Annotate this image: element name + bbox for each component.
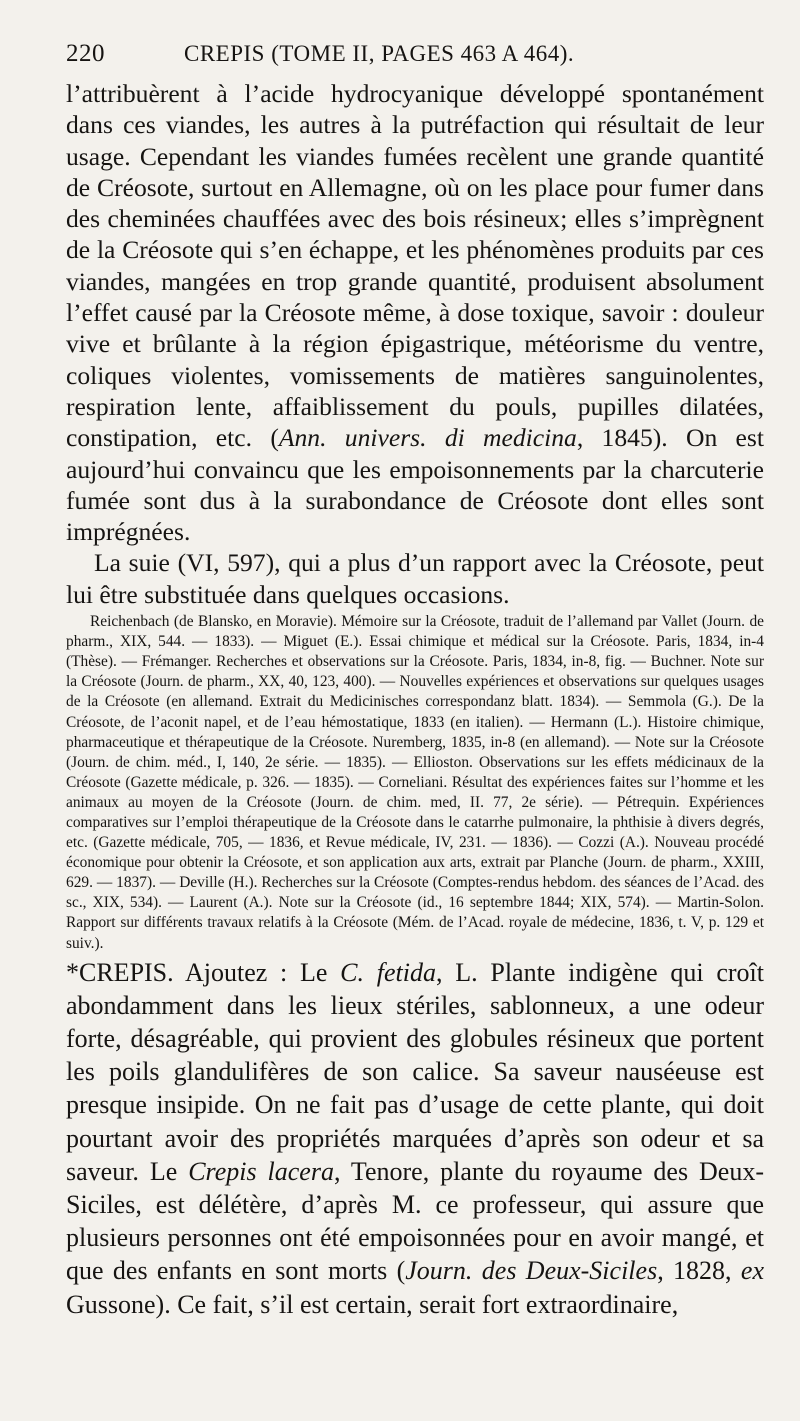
- paragraph-text: l’attribuèrent à l’acide hydrocyanique développé spontanément dans ces viandes, les autres à la putréfaction qui résultait de leur usage. Cependant les viandes fumées recèlent une grande quantité de Créosote, surtout en Allemagne, où on les place pour fumer dans des cheminées chauffées avec des bois résineux; elles s’imprègnent de la Créosote qui s’en échappe, et les phénomènes produits par ces viandes, mangées en trop grande quantité, produisent absolument l’effet causé par la Créosote même, à dose toxique, savoir : douleur vive et brûlante à la région épigastrique, météorisme du ventre, coliques violentes, vomissements de matières sanguinolentes, respiration lente, affaiblissement du pouls, pupilles dilatées, constipation, etc. (: [66, 79, 764, 453]
- page-number: 220: [66, 40, 105, 67]
- entry-text: , 1828,: [657, 1256, 741, 1286]
- running-title: CREPIS (TOME II, PAGES 463 A 464).: [184, 41, 575, 66]
- citation: Journ. des Deux-Siciles: [405, 1256, 658, 1286]
- species-name: Crepis lacera: [188, 1156, 334, 1186]
- page-header: [66, 40, 764, 68]
- body-text: [66, 78, 764, 610]
- entry-text: , Tenore, plante du royaume des Deux-Siciles, est délétère, d’après M. ce professeur, qui assure que plusieurs personnes ont été empoisonnées pour en avoir mangé, et que des enfants en sont morts (: [66, 1156, 764, 1286]
- paragraph-text-end: , 1845). On est aujourd’hui convaincu que les empoisonnements par la charcuterie fumée sont dus à la surabondance de Créosote dont elles sont imprégnées.: [66, 423, 764, 547]
- entry-crepis: [66, 956, 764, 1321]
- ex-marker: ex: [740, 1256, 765, 1286]
- entry-text: Ajoutez : Le: [173, 957, 341, 987]
- paragraph-creosote-meats: [66, 78, 764, 547]
- species-name: C. fetida: [340, 957, 436, 987]
- bibliography: Reichenbach (de Blansko, en Moravie). Mémoire sur la Créosote, traduit de l’allemand par Vallet (Journ. de pharm., XIX, 544. — 1833). — Miguet (E.). Essai chimique et médical sur la Créosote. Paris, 1834, in-4 (Thèse). — Frémanger. Recherches et observations sur la Créosote. Paris, 1834, in-8, fig. — Buchner. Note sur la Créosote (Journ. de pharm., XX, 40, 123, 400). — Nouvelles expériences et observations sur quelques usages de la Créosote (en allemand. Extrait du Medicinisches correspondanz blatt. 1834). — Semmola (G.). De la Créosote, de l’aconit napel, et de l’eau hémostatique, 1833 (en italien). — Hermann (L.). Histoire chimique, pharmaceutique et thérapeutique de la Créosote. Nuremberg, 1835, in-8 (en allemand). — Note sur la Créosote (Journ. de chim. méd., I, 140, 2e série. — 1835). — Ellioston. Observations sur les effets médicinaux de la Créosote (Gazette médicale, p. 326. — 1835). — Corneliani. Résultat des expériences faites sur l’homme et les animaux au moyen de la Créosote (Journ. de chim. med, II. 77, 2e série). — Pétrequin. Expériences comparatives sur l’emploi thérapeutique de la Créosote dans le catarrhe pulmonaire, la phthisie à divers degrés, etc. (Gazette médicale, 705, — 1836, et Revue médicale, IV, 231. — 1836). — Cozzi (A.). Nouveau procédé économique pour obtenir la Créosote, et son application aux arts, extrait par Planche (Journ. de pharm., XXIII, 629. — 1837). — Deville (H.). Recherches sur la Créosote (Comptes-rendus hebdom. des séances de l’Acad. des sc., XIX, 534). — Laurent (A.). Note sur la Créosote (id., 16 septembre 1844; XIX, 574). — Martin-Solon. Rapport sur différents travaux relatifs à la Créosote (Mém. de l’Acad. royale de médecine, 1836, t. V, p. 129 et suiv.).: [66, 613, 764, 952]
- entry-text: , L. Plante indigène qui croît abondamment dans les lieux stériles, sablonneux, a une odeur forte, désagréable, qui provient des globules résineux que portent les poils glandulifères de son calice. Sa saveur nauséeuse est presque insipide. On ne fait pas d’usage de cette plante, qui doit pourtant avoir des propriétés marquées d’après son odeur et sa saveur. Le: [66, 957, 764, 1186]
- citation: Ann. univers. di medicina: [278, 423, 577, 453]
- paragraph-suie: La suie (VI, 597), qui a plus d’un rapport avec la Créosote, peut lui être substituée dans quelques occasions.: [66, 548, 764, 609]
- entry-text: Gussone). Ce fait, s’il est certain, serait fort extraordinaire,: [66, 1289, 679, 1319]
- entry-head: *CREPIS.: [66, 957, 174, 987]
